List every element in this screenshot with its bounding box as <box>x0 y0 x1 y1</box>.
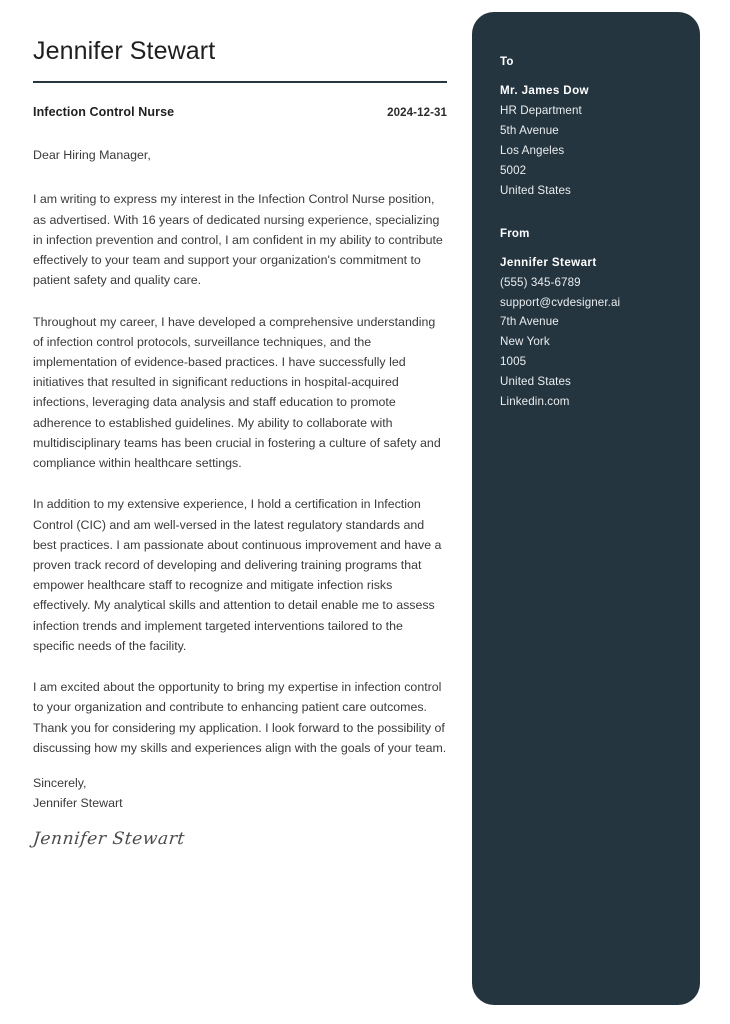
letter-paragraph: Throughout my career, I have developed a comprehensive understanding of infection control protocols, surveillance techniques, and the implementation of evidence-based practices. I have successfully led initiatives that resulted in significant reductions in hospital-acquired infections, leveraging data analysis and staff education to promote adherence to established guidelines. My ability to collaborate with multidisciplinary teams has been crucial in fostering a culture of safety and compliance within healthcare settings. <box>33 314 441 471</box>
sender-email[interactable]: support@cvdesigner.ai <box>500 295 621 309</box>
job-title: Infection Control Nurse <box>33 105 175 120</box>
letter-paragraph: In addition to my extensive experience, I hold a certification in Infection Control (CIC) and am well-versed in the latest regulatory standards and best practices. I am passionate about continuous improvement and have a proven track record of developing and delivering training programs that empower healthcare staff to recognize and mitigate infection risks effectively. My analytical skills and attention to detail enable me to assess infection trends and implement targeted interventions tailored to the specific needs of the facility. <box>33 497 442 653</box>
letter-body <box>33 36 447 849</box>
letter-date: 2024-12-31 <box>387 107 447 120</box>
recipient-line: United States <box>500 183 571 197</box>
contact-sidebar <box>472 12 700 1005</box>
recipient-line: Los Angeles <box>500 143 565 157</box>
recipient-heading: To <box>500 56 514 68</box>
sender-line: New York <box>500 335 550 349</box>
salutation: Dear Hiring Manager, <box>33 148 151 163</box>
recipient-line: 5002 <box>500 163 527 177</box>
closing-word: Sincerely, <box>33 775 87 790</box>
closing-name: Jennifer Stewart <box>33 796 123 811</box>
recipient-line: HR Department <box>500 103 582 117</box>
letter-paragraph: I am writing to express my interest in the Infection Control Nurse position, as advertised. With 16 years of dedicated nursing experience, specializing in infection prevention and control, I am confident in my ability to contribute effectively to your team and support your organization's commitment to patient safety and quality care. <box>33 192 443 288</box>
letter-closing <box>33 773 447 813</box>
page-title: Jennifer Stewart <box>33 37 216 65</box>
sender-phone[interactable]: (555) 345-6789 <box>500 275 581 289</box>
recipient-name: Mr. James Dow <box>500 84 589 97</box>
sender-line: United States <box>500 375 571 389</box>
letter-paragraphs <box>33 189 447 757</box>
recipient-block <box>500 56 700 201</box>
letter-meta-row <box>33 105 447 119</box>
handwritten-signature: Jennifer Stewart <box>31 829 186 850</box>
sender-linkedin[interactable]: Linkedin.com <box>500 395 570 409</box>
sender-heading: From <box>500 227 530 240</box>
sender-name: Jennifer Stewart <box>500 255 597 269</box>
sender-block <box>500 228 700 413</box>
sender-line: 1005 <box>500 355 527 369</box>
sender-line: 7th Avenue <box>500 315 559 329</box>
letter-paragraph: I am excited about the opportunity to bring my expertise in infection control to your organization and contribute to enhancing patient care outcomes. Thank you for considering my application. I look forward to the possibility of discussing how my skills and experiences align with the goals of your team. <box>33 680 447 755</box>
recipient-line: 5th Avenue <box>500 123 559 137</box>
header-divider <box>33 81 447 83</box>
